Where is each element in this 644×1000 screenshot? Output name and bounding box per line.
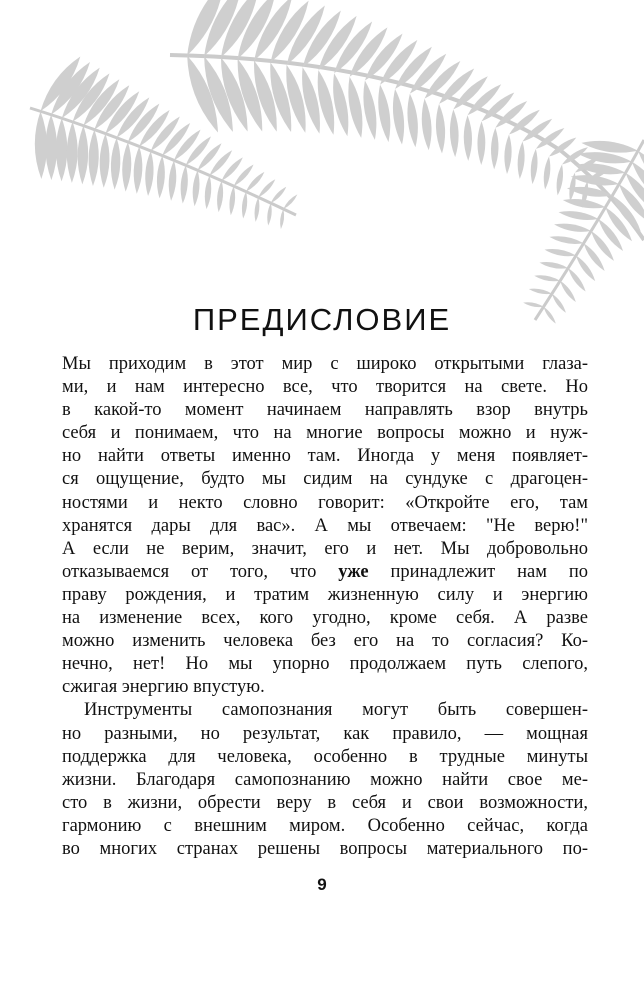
fern-leaflet [348,77,362,138]
text-line: ся ощущение, будто мы сидим на сундуке с драгоцен- [62,469,588,490]
text-line: праву рождения, и тратим жизненную силу и энергию [62,584,588,605]
text-line: ми, и нам интересно все, что творится на свете. Но [62,377,588,398]
fern-leaflet [545,249,576,256]
fern-leaflet [246,172,264,192]
fern-leaflet [217,181,223,212]
fern-leaflet [267,203,271,225]
fern-leaflet [100,134,110,188]
fern-leaflet [255,197,260,222]
fern-leaflet [544,157,551,190]
fern-leaflet [78,126,89,185]
fern-leaflet [393,89,404,145]
fern-leaflet [333,73,348,136]
fern-leaflet [554,224,591,232]
text-line [62,561,588,584]
fern-leaflet [571,175,619,185]
text-line: сжигая энергию впустую. [62,677,265,698]
fern-leaflet [549,236,583,244]
text-line: но разными, но результат, как правило, — мощная [62,723,588,744]
fern-leaflet [89,130,99,186]
fern-leaflet [491,128,499,170]
text-line: во многих странах решены вопросы материального по- [62,838,588,859]
page-number: 9 [317,875,327,894]
fern-leaflet [242,192,247,219]
fern-leaflet [193,170,200,206]
fern-leaflet [258,179,275,197]
text-line: ностями и некто словно говорит: «Откройте его, там [62,492,588,513]
fern-leaflet [407,94,417,148]
fern-leaflet [378,85,390,142]
paragraph-1 [62,353,588,699]
text-line: Инструменты самопознания могут быть совершен- [84,700,588,721]
fern-leaflet [539,262,568,269]
fern-leaflet [145,151,153,196]
text-line: можно изменить человека без его на то согласия? Ко- [62,631,588,652]
fern-leaflet [560,281,576,302]
text-body [62,353,588,861]
fern-leaflet [578,152,632,163]
text-line: гармонию с внешним миром. Особенно сейчас, когда [62,815,588,836]
fern-leaflet [563,199,606,208]
page-title: ПРЕДИСЛОВИЕ [192,302,452,337]
text-line: на изменение всех, кого угодно, кроме себя. А разве [62,608,588,629]
paragraph-2 [62,699,588,861]
text-line: поддержка для человека, особенно в трудные минуты [62,746,588,767]
text-line: жизни. Благодаря самопознанию можно найти свое ме- [62,769,588,790]
fern-leaflet [280,209,284,229]
text-line: хранятся дары для вас». А мы отвечаем: "Не верю!" [62,515,588,536]
fern-leaflet [35,111,47,179]
fern-leaflet [169,160,177,201]
text-line: но найти ответы именно там. Иногда у меня появляет- [62,446,588,467]
emphasized-word: уже [338,561,369,582]
text-line: нечно, нет! Но мы упорно продолжаем путь слепого, [62,654,588,675]
fern-leaflet [271,187,286,203]
fern-leaflet [363,81,376,140]
text-fragment: отказываемся от того, что [62,561,339,582]
fern-leaflet [464,115,472,161]
fern-leaflet [529,289,552,294]
fern-leaflet [477,121,485,165]
fern-leaflet [581,141,638,153]
text-line: А если не верим, значит, его и нет. Мы добровольно [62,538,588,559]
fern-leaflet [283,194,297,209]
fern-leaflet [557,164,563,195]
text-fragment: принадлежит нам по [368,561,588,582]
fern-leaflet [56,118,67,181]
fern-leaflet [568,268,585,291]
fern-leaflet [531,149,538,184]
text-line: Мы приходим в этот мир с широко открытыми глаза- [62,354,588,374]
fern-leaflet [504,135,511,174]
fern-leaflet [422,99,432,151]
fern-leaflet [205,175,211,209]
fern-leaflet [134,146,143,193]
text-line: в какой-то момент начинаем направлять взор внутрь [62,400,588,421]
fern-leaflet [436,104,445,154]
fern-leaflet [450,109,459,157]
fern-leaflet [45,115,57,180]
fern-leaflet [181,165,188,203]
fern-leaflet [534,275,560,281]
fern-leaflet [157,156,165,199]
fern-leaflet [122,142,131,192]
text-line: сто в жизни, обрести веру в себя и свои возможности, [62,792,588,813]
fern-leaflet [559,211,599,220]
fern-leaflet [229,186,235,215]
fern-leaflet [518,142,525,179]
fern-leaflet [318,70,334,135]
text-line: себя и понимаем, что на многие вопросы можно и нуж- [62,423,588,444]
fern-leaflet [111,138,120,190]
fern-leaflet [67,122,78,183]
